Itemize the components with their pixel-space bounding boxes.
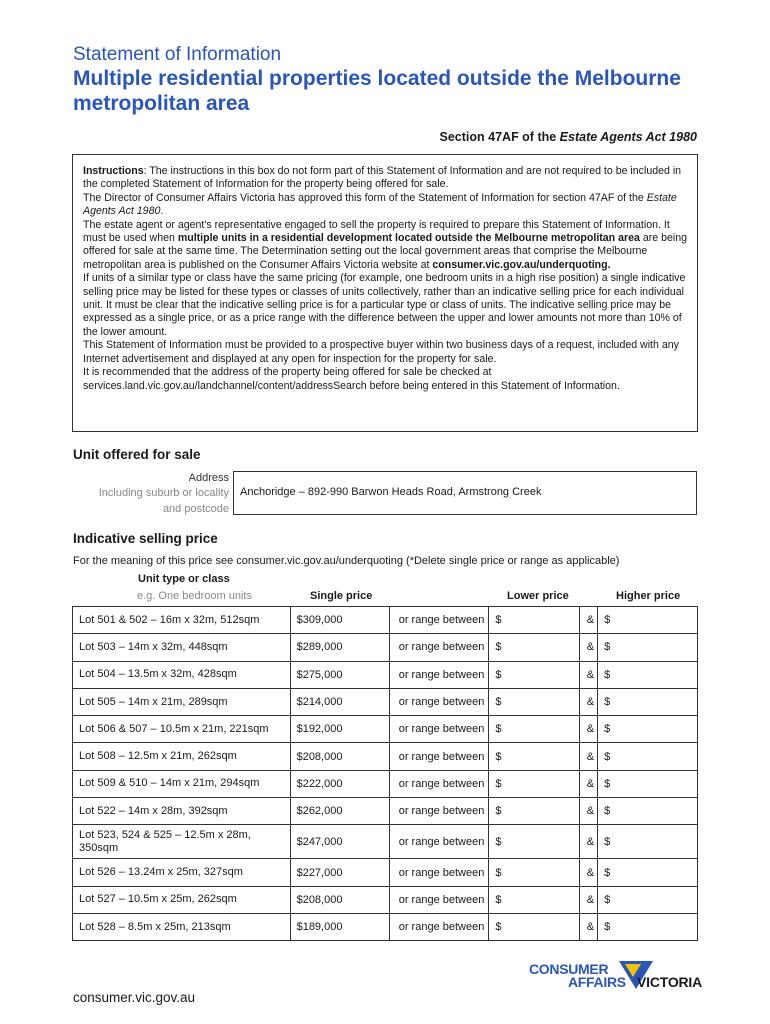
single-price-cell[interactable]: $227,000 xyxy=(290,859,390,886)
range-label-cell: or range between xyxy=(390,607,489,634)
section-act: Estate Agents Act 1980 xyxy=(559,130,697,144)
unit-type-cell[interactable]: Lot 506 & 507 – 10.5m x 21m, 221sqm xyxy=(73,716,291,743)
unit-type-cell[interactable]: Lot 505 – 14m x 21m, 289sqm xyxy=(73,688,291,715)
higher-price-cell[interactable]: $ xyxy=(598,798,698,825)
unit-type-cell[interactable]: Lot 508 – 12.5m x 21m, 262sqm xyxy=(73,743,291,770)
single-price-cell[interactable]: $247,000 xyxy=(290,825,390,859)
single-price-cell[interactable]: $262,000 xyxy=(290,798,390,825)
higher-price-cell[interactable]: $ xyxy=(598,716,698,743)
ampersand-cell: & xyxy=(580,825,598,859)
instructions-box xyxy=(72,154,698,432)
instructions-p4: If units of a similar type or class have the same pricing (for example, one bedroom units in a high rise position) a single indicative selling price may be listed for these types or classes of units collectively, rather than an indicative selling price for each individual unit. It must be clear that the indicative selling price is for a particular type or class of units. The indicative selling price may be expressed as a single price, or as a price range with the difference between the upper and lower amounts not more than 10% of the lower amount. xyxy=(83,272,686,338)
range-label-cell: or range between xyxy=(390,913,489,940)
single-price-cell[interactable]: $309,000 xyxy=(290,607,390,634)
price-row xyxy=(73,886,698,913)
unit-type-cell[interactable]: Lot 527 – 10.5m x 25m, 262sqm xyxy=(73,886,291,913)
unit-type-cell[interactable]: Lot 523, 524 & 525 – 12.5m x 28m, 350sqm xyxy=(73,825,291,859)
col-header-single: Single price xyxy=(310,590,373,602)
ampersand-cell: & xyxy=(580,798,598,825)
range-label-cell: or range between xyxy=(390,716,489,743)
instructions-p6: It is recommended that the address of the property being offered for sale be checked at services.land.vic.gov.au/landchannel/content/addressSearch before being entered in this Statement of Information. xyxy=(83,366,620,392)
price-row xyxy=(73,716,698,743)
ampersand-cell: & xyxy=(580,770,598,797)
price-row xyxy=(73,913,698,940)
lower-price-cell[interactable]: $ xyxy=(489,798,580,825)
price-row xyxy=(73,688,698,715)
single-price-cell[interactable]: $275,000 xyxy=(290,661,390,688)
unit-offered-heading: Unit offered for sale xyxy=(73,447,201,462)
document-subtitle: Statement of Information xyxy=(73,44,282,65)
ampersand-cell: & xyxy=(580,716,598,743)
price-row xyxy=(73,661,698,688)
instructions-p1-text: : The instructions in this box do not form part of this Statement of Information and are not required to be included in the completed Statement of Information for the property being offered for sale. xyxy=(83,165,682,191)
price-row xyxy=(73,743,698,770)
instructions-p3-b: are being offered for sale at the same time. The Determination setting out the local government areas that comprise the Melbourne metropolitan area is published on the Consumer Affairs Victoria website at xyxy=(83,232,688,271)
ampersand-cell: & xyxy=(580,886,598,913)
higher-price-cell[interactable]: $ xyxy=(598,607,698,634)
price-row xyxy=(73,825,698,859)
range-label-cell: or range between xyxy=(390,859,489,886)
logo-text-consumer: CONSUMER xyxy=(529,961,609,977)
lower-price-cell[interactable]: $ xyxy=(489,743,580,770)
higher-price-cell[interactable]: $ xyxy=(598,886,698,913)
ampersand-cell: & xyxy=(580,859,598,886)
lower-price-cell[interactable]: $ xyxy=(489,607,580,634)
lower-price-cell[interactable]: $ xyxy=(489,886,580,913)
higher-price-cell[interactable]: $ xyxy=(598,634,698,661)
address-label-line3: and postcode xyxy=(162,502,229,515)
higher-price-cell[interactable]: $ xyxy=(598,770,698,797)
consumer-affairs-logo xyxy=(529,957,701,1007)
price-table-body xyxy=(73,607,698,941)
price-row xyxy=(73,607,698,634)
address-value: Anchoridge – 892-990 Barwon Heads Road, Armstrong Creek xyxy=(240,485,542,498)
range-label-cell: or range between xyxy=(390,661,489,688)
ampersand-cell: & xyxy=(580,634,598,661)
lower-price-cell[interactable]: $ xyxy=(489,825,580,859)
ampersand-cell: & xyxy=(580,743,598,770)
instructions-p2 xyxy=(83,192,688,219)
instructions-label: Instructions xyxy=(83,165,144,177)
instructions-p2-end: . xyxy=(160,205,164,218)
logo-text-victoria: VICTORIA xyxy=(637,974,703,990)
price-row xyxy=(73,859,698,886)
single-price-cell[interactable]: $214,000 xyxy=(290,688,390,715)
price-row xyxy=(73,634,698,661)
underquoting-link: consumer.vic.gov.au/underquoting. xyxy=(432,258,611,271)
address-section xyxy=(72,471,698,517)
unit-type-cell[interactable]: Lot 504 – 13.5m x 32m, 428sqm xyxy=(73,661,291,688)
instructions-p3-a: The estate agent or agent's representative engaged to sell the property is required to prepare this Statement of Information. It must be used when xyxy=(83,218,670,245)
instructions-p2-act: Estate Agents Act 1980 xyxy=(83,191,677,218)
address-label xyxy=(72,471,229,517)
range-label-cell: or range between xyxy=(390,825,489,859)
single-price-cell[interactable]: $192,000 xyxy=(290,716,390,743)
lower-price-cell[interactable]: $ xyxy=(489,688,580,715)
unit-type-cell[interactable]: Lot 501 & 502 – 16m x 32m, 512sqm xyxy=(73,607,291,634)
range-label-cell: or range between xyxy=(390,688,489,715)
range-label-cell: or range between xyxy=(390,743,489,770)
price-row xyxy=(73,798,698,825)
price-row xyxy=(73,770,698,797)
instructions-p2-text: The Director of Consumer Affairs Victoria has approved this form of the Statement of Information for section 47AF of the xyxy=(83,191,647,204)
unit-type-cell[interactable]: Lot 509 & 510 – 14m x 21m, 294sqm xyxy=(73,770,291,797)
range-label-cell: or range between xyxy=(390,886,489,913)
lower-price-cell[interactable]: $ xyxy=(489,859,580,886)
lower-price-cell[interactable]: $ xyxy=(489,770,580,797)
lower-price-cell[interactable]: $ xyxy=(489,913,580,940)
higher-price-cell[interactable]: $ xyxy=(598,688,698,715)
footer-url: consumer.vic.gov.au xyxy=(73,990,196,1005)
unit-type-cell[interactable]: Lot 503 – 14m x 32m, 448sqm xyxy=(73,634,291,661)
instructions-p3-bold1: multiple units in a residential development located outside the Melbourne metropolitan area xyxy=(177,232,640,245)
single-price-cell[interactable]: $208,000 xyxy=(290,743,390,770)
single-price-cell[interactable]: $189,000 xyxy=(290,913,390,940)
price-table xyxy=(72,606,698,941)
instructions-p3 xyxy=(83,219,688,273)
logo-text-affairs: AFFAIRS xyxy=(568,974,626,990)
range-label-cell: or range between xyxy=(390,798,489,825)
unit-type-cell[interactable]: Lot 522 – 14m x 28m, 392sqm xyxy=(73,798,291,825)
document-title: Multiple residential properties located outside the Melbourne metropolitan area xyxy=(73,67,681,115)
higher-price-cell[interactable]: $ xyxy=(598,913,698,940)
address-label-line2: Including suburb or locality xyxy=(98,487,229,500)
address-label-line1: Address xyxy=(188,472,229,484)
range-label-cell: or range between xyxy=(390,634,489,661)
higher-price-cell[interactable]: $ xyxy=(598,859,698,886)
address-field[interactable] xyxy=(233,471,697,515)
unit-type-cell[interactable]: Lot 528 – 8.5m x 25m, 213sqm xyxy=(73,913,291,940)
ampersand-cell: & xyxy=(580,661,598,688)
instructions-p5: This Statement of Information must be provided to a prospective buyer within two business days of a request, included with any Internet advertisement and displayed at any open for inspection for the property for sale. xyxy=(83,339,679,365)
higher-price-cell[interactable]: $ xyxy=(598,743,698,770)
col-header-type-example: e.g. One bedroom units xyxy=(137,590,252,602)
range-label-cell: or range between xyxy=(390,770,489,797)
col-header-type: Unit type or class xyxy=(138,573,230,585)
col-header-lower: Lower price xyxy=(507,590,569,602)
indicative-heading: Indicative selling price xyxy=(73,531,218,546)
single-price-cell[interactable]: $208,000 xyxy=(290,886,390,913)
higher-price-cell[interactable]: $ xyxy=(598,661,698,688)
ampersand-cell: & xyxy=(580,688,598,715)
section-reference xyxy=(440,130,697,144)
ampersand-cell: & xyxy=(580,607,598,634)
higher-price-cell[interactable]: $ xyxy=(598,825,698,859)
section-prefix: Section 47AF of the xyxy=(439,130,560,144)
single-price-cell[interactable]: $289,000 xyxy=(290,634,390,661)
col-header-higher: Higher price xyxy=(616,590,681,602)
price-meaning-note: For the meaning of this price see consumer.vic.gov.au/underquoting (*Delete single price or range as applicable) xyxy=(73,555,620,567)
lower-price-cell[interactable]: $ xyxy=(489,634,580,661)
lower-price-cell[interactable]: $ xyxy=(489,661,580,688)
instructions-p1 xyxy=(83,165,688,192)
ampersand-cell: & xyxy=(580,913,598,940)
lower-price-cell[interactable]: $ xyxy=(489,716,580,743)
single-price-cell[interactable]: $222,000 xyxy=(290,770,390,797)
unit-type-cell[interactable]: Lot 526 – 13.24m x 25m, 327sqm xyxy=(73,859,291,886)
